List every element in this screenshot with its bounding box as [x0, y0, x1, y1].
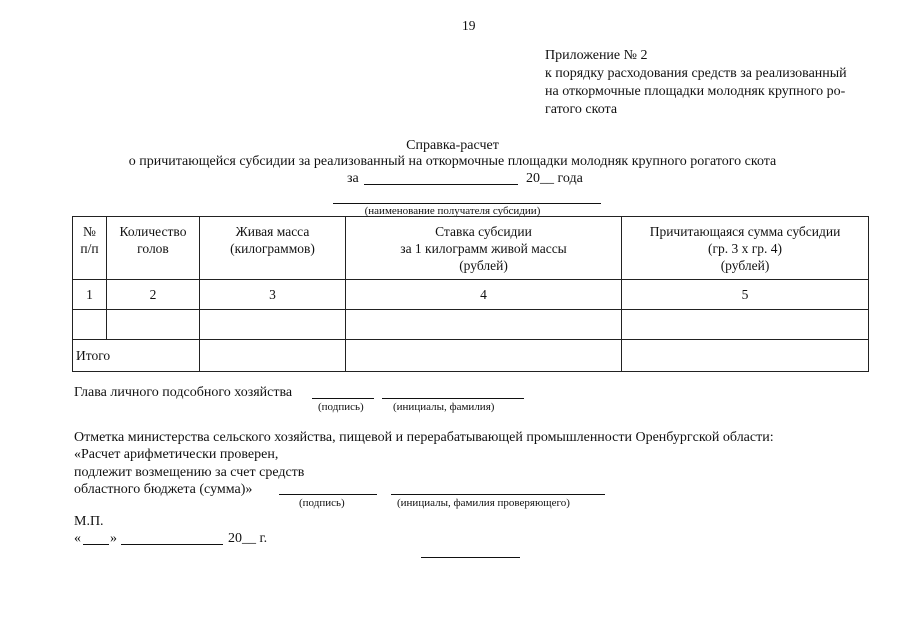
ministry-mark-line-3: подлежит возмещению за счет средств [74, 465, 305, 480]
date-close-quote: » [110, 531, 117, 546]
table-cell [622, 310, 869, 340]
ministry-name-blank [391, 494, 605, 495]
table-cell [200, 310, 346, 340]
head-signature-label: Глава личного подсобного хозяйства [74, 385, 293, 400]
period-prefix: за [347, 171, 359, 186]
column-number: 5 [622, 280, 869, 310]
date-day-blank [83, 544, 109, 545]
document-subtitle: о причитающейся субсидии за реализованный на откормочные площадки молодняк крупного рогатого скота [128, 154, 777, 169]
stamp-mark: М.П. [74, 514, 104, 529]
subsidy-table [72, 216, 869, 372]
header-cell-number: № п/п [73, 217, 107, 280]
ministry-name-caption: (инициалы, фамилия проверяющего) [397, 497, 570, 509]
ministry-mark-line-1: Отметка министерства сельского хозяйства, пищевой и перерабатывающей промышленности Оренбургской области: [74, 430, 774, 445]
head-sign-blank [312, 398, 374, 399]
column-number: 4 [346, 280, 622, 310]
header-cell-subsidy-amount: Причитающаяся сумма субсидии (гр. 3 х гр. 4) (рублей) [622, 217, 869, 280]
document-title: Справка-расчет [406, 138, 499, 153]
appendix-title: Приложение № 2 [545, 48, 648, 63]
date-open-quote: « [74, 531, 81, 546]
ministry-sign-caption: (подпись) [299, 497, 345, 509]
table-cell [346, 310, 622, 340]
recipient-caption: (наименование получателя субсидии) [364, 205, 541, 217]
table-cell [346, 340, 622, 372]
ministry-mark-line-4: областного бюджета (сумма)» [74, 482, 253, 497]
appendix-line-1: к порядку расходования средств за реализованный [545, 66, 847, 81]
column-number-row [73, 280, 869, 310]
table-cell [200, 340, 346, 372]
page-number: 19 [462, 18, 476, 33]
date-month-blank [121, 544, 223, 545]
column-number: 1 [73, 280, 107, 310]
date-year: 20__ г. [228, 531, 268, 546]
table-cell [73, 310, 107, 340]
appendix-line-3: гатого скота [545, 102, 618, 117]
recipient-blank [333, 203, 601, 204]
period-blank [364, 184, 518, 185]
column-number: 3 [200, 280, 346, 310]
ministry-mark-line-2: «Расчет арифметически проверен, [74, 447, 279, 462]
period-year: 20__ года [526, 171, 583, 186]
header-cell-head-count: Количество голов [107, 217, 200, 280]
head-name-caption: (инициалы, фамилия) [393, 401, 495, 413]
table-header-row [73, 217, 869, 280]
table-cell [622, 340, 869, 372]
appendix-line-2: на откормочные площадки молодняк крупного ро- [545, 84, 846, 99]
total-row [73, 340, 869, 372]
head-sign-caption: (подпись) [318, 401, 364, 413]
column-number: 2 [107, 280, 200, 310]
ministry-sign-blank [279, 494, 377, 495]
header-cell-live-weight: Живая масса (килограммов) [200, 217, 346, 280]
head-name-blank [382, 398, 524, 399]
header-cell-subsidy-rate: Ставка субсидии за 1 килограмм живой массы (рублей) [346, 217, 622, 280]
table-row [73, 310, 869, 340]
total-label: Итого [73, 340, 200, 372]
table-cell [107, 310, 200, 340]
bottom-separator [421, 557, 520, 558]
